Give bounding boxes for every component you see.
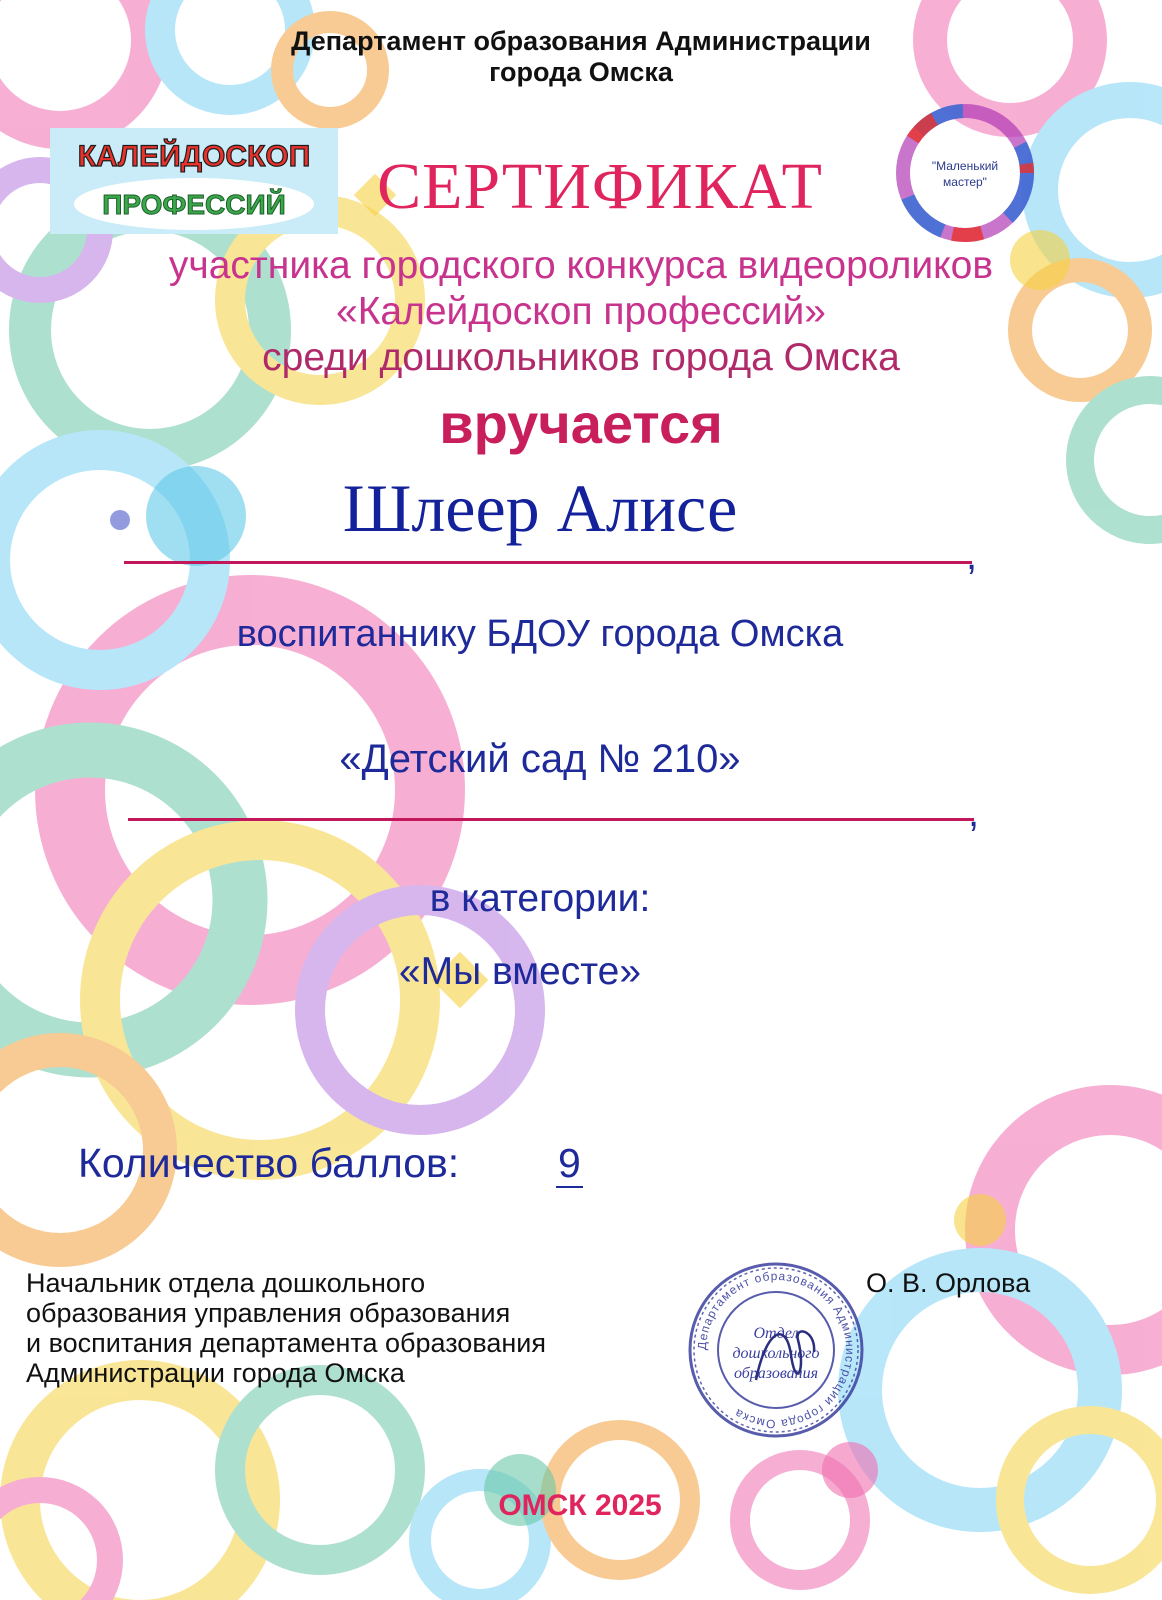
department-line-1: Департамент образования Администрации	[291, 26, 871, 56]
signer-position-line-1: Начальник отдела дошкольного	[26, 1268, 426, 1298]
certificate-title: СЕРТИФИКАТ	[377, 150, 823, 223]
signer-position-line-2: образования управления образования	[26, 1298, 511, 1328]
kindergarten-name: «Детский сад № 210»	[339, 737, 741, 781]
svg-text:ПРОФЕССИЙ: ПРОФЕССИЙ	[102, 189, 286, 220]
pupil-of-text: воспитаннику БДОУ города Омска	[236, 613, 844, 655]
kindergarten-comma: ,	[968, 791, 980, 835]
subtitle-line-3: среди дошкольников города Омска	[262, 336, 900, 379]
place-year: ОМСК 2025	[498, 1489, 662, 1522]
awarded-label: вручается	[439, 392, 723, 455]
category-value: «Мы вместе»	[398, 950, 642, 993]
signer-position-line-3: и воспитания департамента образования	[26, 1328, 546, 1358]
stamp-ring-text: Департамент образования Администрации города Омска	[694, 1268, 858, 1432]
svg-text:КАЛЕЙДОСКОП: КАЛЕЙДОСКОП	[77, 140, 311, 173]
stamp-center-line-3: образования	[733, 1365, 819, 1382]
signer-position-line-4: Администрации города Омска	[26, 1358, 405, 1388]
category-label: в категории:	[429, 877, 651, 920]
score-label: Количество баллов:	[78, 1140, 460, 1186]
stamp-center-line-2: дошкольного	[732, 1345, 820, 1362]
signer-name: О. В. Орлова	[866, 1268, 1031, 1298]
department-line-2: города Омска	[489, 57, 673, 87]
department-heading	[200, 26, 962, 88]
signer-position	[26, 1268, 546, 1388]
svg-text:мастер": мастер"	[943, 175, 987, 189]
score-value: 9	[558, 1140, 581, 1186]
subtitle-line-1: участника городского конкурса видеороликов	[168, 244, 994, 287]
official-stamp	[686, 1260, 866, 1440]
kindergarten-underline	[128, 818, 974, 821]
recipient-comma: ,	[966, 534, 978, 578]
recipient-name: Шлеер Алисе	[342, 470, 738, 546]
subtitle-line-2: «Калейдоскоп профессий»	[336, 290, 826, 333]
recipient-underline	[124, 561, 972, 564]
svg-text:"Маленький: "Маленький	[931, 159, 999, 173]
stamp-center-line-1: Отдел	[753, 1325, 799, 1342]
